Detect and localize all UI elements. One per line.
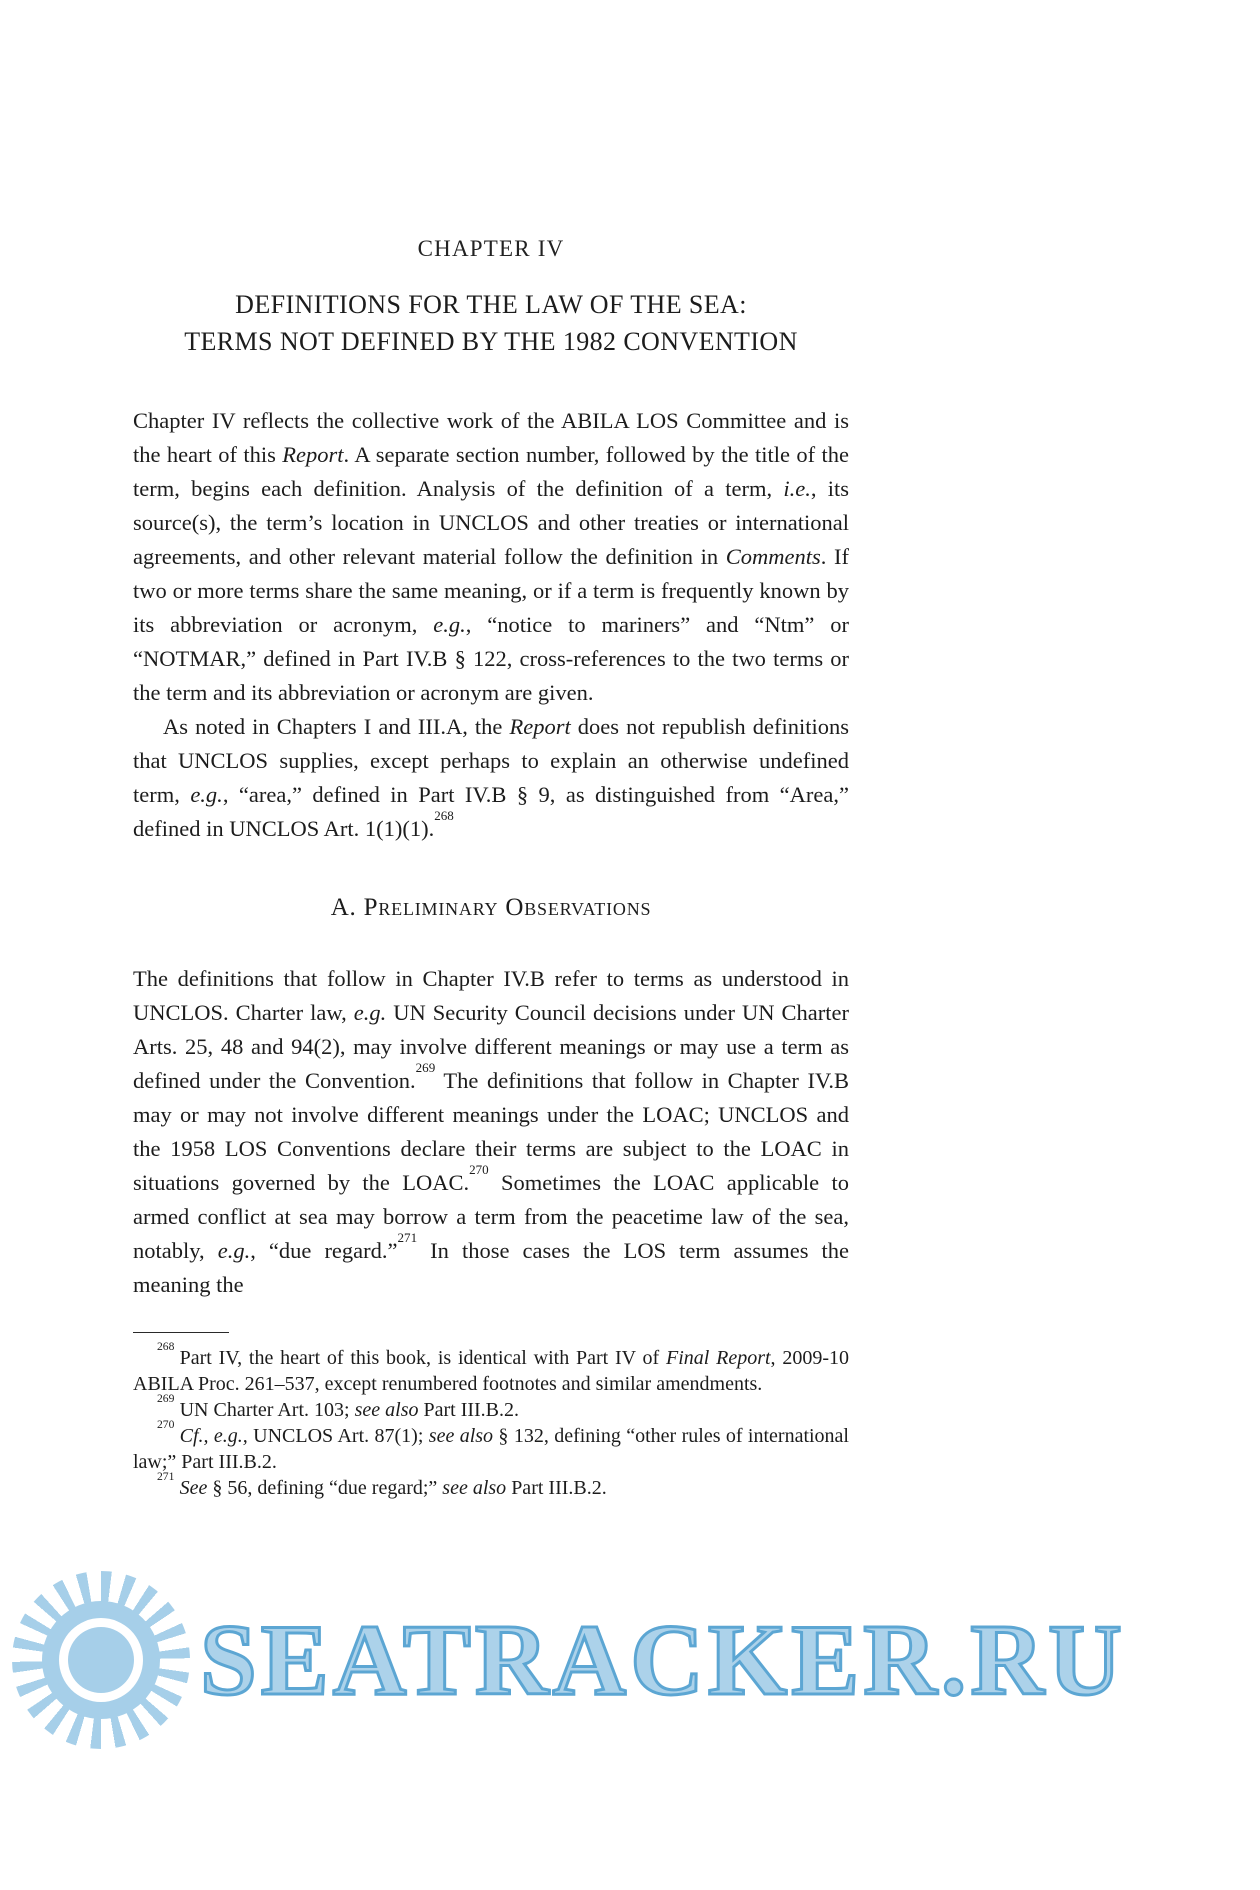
sun-core <box>68 1627 134 1693</box>
footnote: $^{271}$See § 56, defining “due regard;” see also Part III.B.2. <box>157 1469 607 1499</box>
body-paragraph: As noted in Chapters I and III.A, the Report does not republish definitions that UNCLOS supplies, except perhaps to explain an otherwise undefined term, e.g., “area,” defined in Part IV.B § 9, as distinguished from “Area,” defined in UNCLOS Art. 1(1)(1).$^{268}$ <box>133 714 849 841</box>
sun-band <box>42 1601 160 1719</box>
sun-rays <box>12 1571 190 1749</box>
footnotes-block <box>133 1332 849 1501</box>
footnote: $^{270}$Cf., e.g., UNCLOS Art. 87(1); see also § 132, defining “other rules of international law;” Part III.B.2. <box>133 1417 849 1473</box>
sun-ring-gap <box>59 1618 143 1702</box>
watermark-text: SEATRACKER.RU <box>200 1603 1126 1717</box>
body-paragraph: Chapter IV reflects the collective work of the ABILA LOS Committee and is the heart of this Report. A separate section number, followed by the title of the term, begins each definition. Analysis of the definition of a term, i.e., its source(s), the term’s location in UNCLOS and other treaties or international agreements, and other relevant material follow the definition in Comments. If two or more terms share the same meaning, or if a term is frequently known by its abbreviation or acronym, e.g., “notice to mariners” and “Ntm” or “NOTMAR,” defined in Part IV.B § 122, cross-references to the two terms or the term and its abbreviation or acronym are given. <box>133 408 849 705</box>
title-line-2: TERMS NOT DEFINED BY THE 1982 CONVENTION <box>184 327 798 356</box>
page-content <box>133 0 849 1501</box>
footnote-separator <box>133 1332 229 1333</box>
title-line-1: DEFINITIONS FOR THE LAW OF THE SEA: <box>235 290 747 319</box>
section-heading: A. Preliminary Observations <box>330 894 652 921</box>
footnote: $^{269}$UN Charter Art. 103; see also Part III.B.2. <box>157 1391 520 1421</box>
footnote: $^{268}$Part IV, the heart of this book, is identical with Part IV of Final Report, 2009-10 ABILA Proc. 261–537, except renumbered footnotes and similar amendments. <box>133 1339 849 1395</box>
page-title <box>133 286 849 360</box>
watermark <box>0 1565 1260 1755</box>
chapter-label: CHAPTER IV <box>417 236 565 261</box>
body-paragraph: The definitions that follow in Chapter IV.B refer to terms as understood in UNCLOS. Charter law, e.g. UN Security Council decisions under UN Charter Arts. 25, 48 and 94(2), may involve different meanings or may use a term as defined under the Convention.$^{269}$ The definitions that follow in Chapter IV.B may or may not involve different meanings under the LOAC; UNCLOS and the 1958 LOS Conventions declare their terms are subject to the LOAC in situations governed by the LOAC.$^{270}$ Sometimes the LOAC applicable to armed conflict at sea may borrow a term from the peacetime law of the sea, notably, e.g., “due regard.”$^{271}$ In those cases the LOS term assumes the meaning the <box>133 966 849 1297</box>
sun-icon <box>12 1571 190 1749</box>
